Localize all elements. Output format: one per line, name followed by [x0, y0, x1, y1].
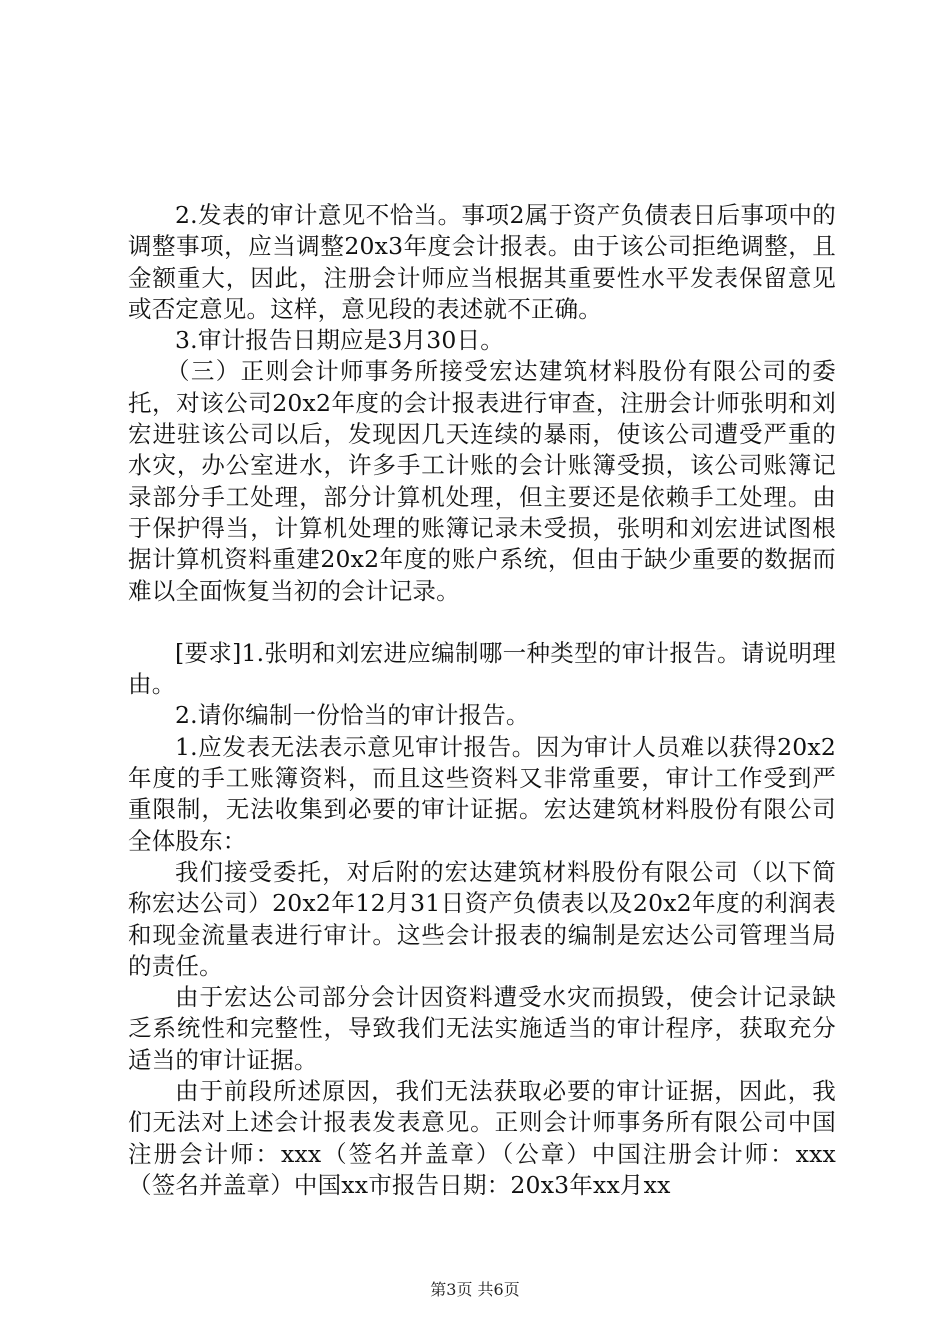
- paragraph-requirement-2: 2.请你编制一份恰当的审计报告。: [175, 701, 530, 730]
- paragraph-requirement: [要求]1.张明和刘宏进应编制哪一种类型的审计报告。请说明理由。: [128, 638, 836, 699]
- paragraph-spacer: [128, 607, 836, 638]
- document-body: [128, 200, 836, 1201]
- paragraph-item-3: 3.审计报告日期应是3月30日。: [175, 326, 504, 355]
- page-number: 第3页 共6页: [430, 1280, 520, 1299]
- paragraph-answer-1: 1.应发表无法表示意见审计报告。因为审计人员难以获得20x2年度的手工账簿资料，而且这些资料又非常重要，审计工作受到严重限制，无法收集到必要的审计证据。宏达建筑材料股份有限公司全体股东：: [128, 732, 836, 855]
- paragraph-report-scope: 我们接受委托，对后附的宏达建筑材料股份有限公司（以下简称宏达公司）20x2年12月31日资产负债表以及20x2年度的利润表和现金流量表进行审计。这些会计报表的编制是宏达公司管理当局的责任。: [128, 857, 836, 980]
- paragraph-report-opinion: 由于前段所述原因，我们无法获取必要的审计证据，因此，我们无法对上述会计报表发表意见。正则会计师事务所有限公司中国注册会计师：xxx（签名并盖章）（公章）中国注册会计师：xxx（签名并盖章）中国xx市报告日期：20x3年xx月xx: [128, 1077, 836, 1199]
- paragraph-case-three: （三）正则会计师事务所接受宏达建筑材料股份有限公司的委托，对该公司20x2年度的会计报表进行审查，注册会计师张明和刘宏进驻该公司以后，发现因几天连续的暴雨，使该公司遭受严重的水灾，办公室进水，许多手工计账的会计账簿受损，该公司账簿记录部分手工处理，部分计算机处理，但主要还是依赖手工处理。由于保护得当，计算机处理的账簿记录未受损，张明和刘宏进试图根据计算机资料重建20x2年度的账户系统，但由于缺少重要的数据而难以全面恢复当初的会计记录。: [128, 357, 836, 605]
- paragraph-report-limitation: 由于宏达公司部分会计因资料遭受水灾而损毁，使会计记录缺乏系统性和完整性，导致我们无法实施适当的审计程序，获取充分适当的审计证据。: [128, 983, 836, 1074]
- paragraph-item-2: 2.发表的审计意见不恰当。事项2属于资产负债表日后事项中的调整事项，应当调整20x3年度会计报表。由于该公司拒绝调整，且金额重大，因此，注册会计师应当根据其重要性水平发表保留意见或否定意见。这样，意见段的表述就不正确。: [128, 201, 837, 323]
